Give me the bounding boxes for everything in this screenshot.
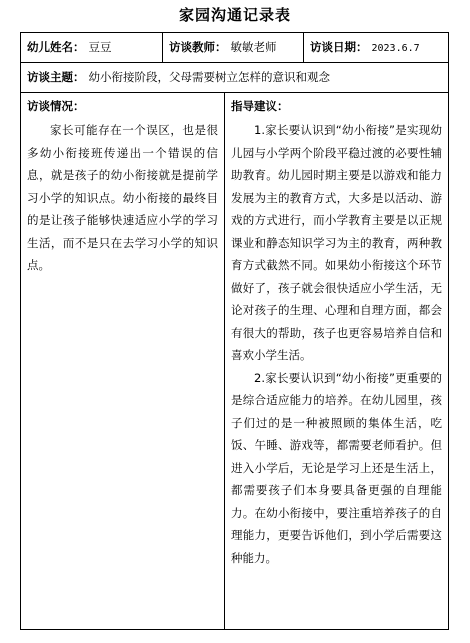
situation-text: 家长可能存在一个误区，也是很多幼小衔接班传递出一个错误的信息，就是孩子的幼小衔接就是提前学习小学的知识点。幼小衔接的最终目的是让孩子能够快速适应小学的学习生活，而不是只在去学习小学的知识点。 <box>27 123 218 272</box>
advice-paragraph-1: 1.家长要认识到“幼小衔接”是实现幼儿园与小学两个阶段平稳过渡的必要性辅助教育。幼儿园时期主要是以游戏和能力发展为主的教育方式，大多是以活动、游戏的方式进行，而小学教育主要是以正规课业和静态知识学习为主的教育，两种教育方式截然不同。如果幼小衔接这个环节做好了，孩子就会很快适应小学生活，无论对孩子的生理、心理和自理方面，都会有很大的帮助，孩子也更容易培养自信和喜欢小学生活。 <box>231 123 442 362</box>
child-name-cell <box>21 33 163 62</box>
teacher-value: 敏敏老师 <box>230 40 277 54</box>
advice-paragraph-2: 2.家长要认识到“幼小衔接”更重要的是综合适应能力的培养。在幼儿园里，孩子们过的是一种被照顾的集体生活，吃饭、午睡、游戏等，都需要老师看护。但进入小学后，无论是学习上还是生活上，都需要孩子们本身要具备更强的自理能力。在幼小衔接中，要注重培养孩子的自理能力，更要告诉他们，到小学后需要这种能力。 <box>231 370 442 565</box>
date-cell <box>304 33 448 62</box>
situation-column <box>21 93 225 629</box>
date-value: 2023.6.7 <box>371 43 420 54</box>
info-row <box>21 33 448 63</box>
topic-value: 幼小衔接阶段，父母需要树立怎样的意识和观念 <box>88 70 330 84</box>
child-name-label: 幼儿姓名： <box>27 40 85 54</box>
date-label: 访谈日期： <box>310 40 368 54</box>
teacher-cell <box>163 33 304 62</box>
teacher-label: 访谈教师： <box>169 40 227 54</box>
topic-row <box>21 63 448 93</box>
record-table <box>20 32 449 630</box>
topic-label: 访谈主题： <box>27 70 85 84</box>
advice-heading: 指导建议： <box>231 99 289 113</box>
document-title: 家园沟通记录表 <box>178 6 291 24</box>
situation-heading: 访谈情况： <box>27 99 85 113</box>
topic-cell <box>21 63 448 92</box>
child-name-value: 豆豆 <box>88 40 112 54</box>
advice-column <box>225 93 448 629</box>
